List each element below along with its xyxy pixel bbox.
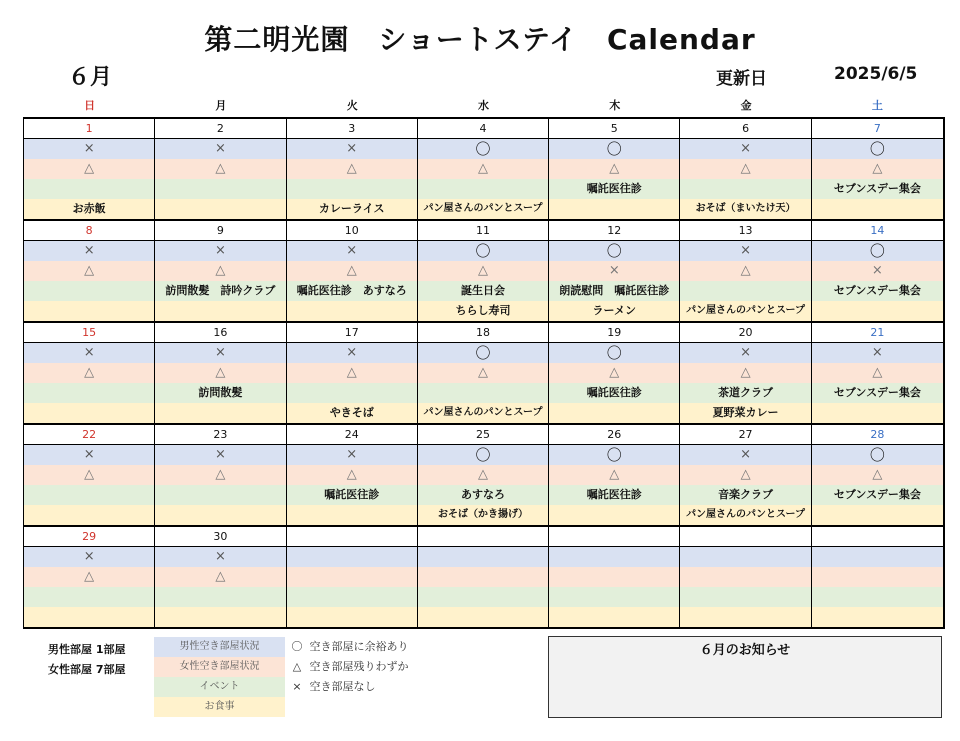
male-vacancy: × bbox=[24, 241, 154, 261]
legend-meal-row: お食事 bbox=[154, 697, 285, 717]
event-text: セブンスデー集会 bbox=[812, 485, 943, 505]
day-number: 9 bbox=[155, 221, 285, 241]
day-number: 30 bbox=[155, 527, 285, 547]
male-vacancy: × bbox=[155, 241, 285, 261]
meal-text bbox=[812, 301, 943, 321]
male-vacancy: × bbox=[155, 343, 285, 363]
day-number: 6 bbox=[680, 119, 810, 139]
female-vacancy: △ bbox=[287, 159, 417, 179]
female-vacancy: △ bbox=[24, 261, 154, 281]
meal-text bbox=[287, 505, 417, 525]
day-cell bbox=[287, 425, 418, 527]
day-cell bbox=[812, 119, 943, 221]
event-text: セブンスデー集会 bbox=[812, 179, 943, 199]
day-cell bbox=[680, 425, 811, 527]
event-text: あすなろ bbox=[418, 485, 548, 505]
day-number bbox=[549, 527, 679, 547]
day-number: 21 bbox=[812, 323, 943, 343]
meal-text bbox=[287, 607, 417, 627]
day-cell bbox=[24, 527, 155, 627]
updated-date: 2025/6/5 bbox=[834, 64, 918, 84]
legend-symbol-text: 空き部屋に余裕あり bbox=[309, 640, 409, 653]
male-vacancy: × bbox=[680, 343, 810, 363]
meal-text: パン屋さんのパンとスープ bbox=[680, 505, 810, 525]
male-vacancy: 〇 bbox=[549, 445, 679, 465]
day-number: 2 bbox=[155, 119, 285, 139]
male-vacancy: × bbox=[680, 445, 810, 465]
female-vacancy: △ bbox=[24, 465, 154, 485]
meal-text bbox=[24, 505, 154, 525]
female-vacancy: △ bbox=[549, 465, 679, 485]
meal-text bbox=[155, 199, 285, 219]
event-text: 誕生日会 bbox=[418, 281, 548, 301]
event-text: 茶道クラブ bbox=[680, 383, 810, 403]
month-label: ６月 bbox=[68, 65, 113, 90]
male-vacancy: 〇 bbox=[812, 139, 943, 159]
event-text: セブンスデー集会 bbox=[812, 383, 943, 403]
male-vacancy bbox=[418, 547, 548, 567]
day-number: 26 bbox=[549, 425, 679, 445]
male-vacancy: × bbox=[287, 241, 417, 261]
male-vacancy bbox=[287, 547, 417, 567]
legend-female-row: 女性空き部屋状況 bbox=[154, 657, 285, 677]
female-vacancy bbox=[812, 567, 943, 587]
female-vacancy: △ bbox=[680, 159, 810, 179]
meal-text bbox=[24, 403, 154, 423]
male-vacancy: × bbox=[155, 445, 285, 465]
female-vacancy bbox=[549, 567, 679, 587]
male-vacancy: × bbox=[287, 343, 417, 363]
day-cell bbox=[549, 527, 680, 627]
event-text: 嘱託医往診 bbox=[549, 485, 679, 505]
day-cell bbox=[812, 527, 943, 627]
event-text bbox=[24, 587, 154, 607]
event-text bbox=[24, 383, 154, 403]
female-vacancy: △ bbox=[680, 261, 810, 281]
triangle-icon: △ bbox=[292, 660, 302, 673]
male-vacancy: 〇 bbox=[549, 139, 679, 159]
event-text bbox=[680, 281, 810, 301]
weekday-tue: 火 bbox=[346, 99, 358, 112]
meal-text: ちらし寿司 bbox=[418, 301, 548, 321]
male-vacancy: 〇 bbox=[418, 343, 548, 363]
event-text bbox=[418, 179, 548, 199]
meal-text bbox=[812, 505, 943, 525]
day-number: 5 bbox=[549, 119, 679, 139]
day-cell bbox=[549, 119, 680, 221]
event-text: 朗読慰問 嘱託医往診 bbox=[549, 281, 679, 301]
female-vacancy: △ bbox=[418, 159, 548, 179]
day-number: 13 bbox=[680, 221, 810, 241]
legend-symbol-item bbox=[288, 657, 409, 677]
female-vacancy: △ bbox=[549, 159, 679, 179]
legend-symbol-text: 空き部屋残りわずか bbox=[309, 660, 409, 673]
day-number bbox=[680, 527, 810, 547]
day-cell bbox=[418, 527, 549, 627]
meal-text: ラーメン bbox=[549, 301, 679, 321]
female-vacancy: △ bbox=[418, 465, 548, 485]
day-number: 16 bbox=[155, 323, 285, 343]
day-cell bbox=[812, 323, 943, 425]
day-cell bbox=[680, 119, 811, 221]
day-cell bbox=[155, 527, 286, 627]
day-number: 8 bbox=[24, 221, 154, 241]
female-vacancy: △ bbox=[155, 363, 285, 383]
female-vacancy bbox=[287, 567, 417, 587]
legend-event-row: イベント bbox=[154, 677, 285, 697]
weekday-header bbox=[24, 96, 943, 116]
female-vacancy: △ bbox=[287, 363, 417, 383]
day-cell bbox=[680, 527, 811, 627]
meal-text: パン屋さんのパンとスープ bbox=[418, 403, 548, 423]
day-cell bbox=[287, 527, 418, 627]
day-number bbox=[812, 527, 943, 547]
meal-text bbox=[549, 199, 679, 219]
row-color-legend bbox=[154, 637, 285, 717]
male-room-count: 男性部屋 1部屋 bbox=[48, 643, 126, 656]
female-vacancy: △ bbox=[680, 363, 810, 383]
day-cell bbox=[155, 221, 286, 323]
event-text bbox=[155, 179, 285, 199]
day-cell bbox=[155, 425, 286, 527]
female-vacancy: × bbox=[549, 261, 679, 281]
male-vacancy bbox=[549, 547, 679, 567]
male-vacancy: × bbox=[155, 547, 285, 567]
event-text bbox=[287, 383, 417, 403]
meal-text: カレーライス bbox=[287, 199, 417, 219]
event-text: 訪問散髪 bbox=[155, 383, 285, 403]
female-vacancy: △ bbox=[287, 465, 417, 485]
day-number: 7 bbox=[812, 119, 943, 139]
meal-text bbox=[549, 505, 679, 525]
meal-text: おそば（かき揚げ） bbox=[418, 505, 548, 525]
day-cell bbox=[812, 221, 943, 323]
male-vacancy: × bbox=[24, 445, 154, 465]
day-cell bbox=[24, 425, 155, 527]
event-text bbox=[24, 485, 154, 505]
event-text bbox=[287, 179, 417, 199]
day-number: 3 bbox=[287, 119, 417, 139]
notice-title: ６月のお知らせ bbox=[699, 643, 791, 658]
day-cell bbox=[24, 221, 155, 323]
meal-text bbox=[155, 607, 285, 627]
female-vacancy: △ bbox=[812, 465, 943, 485]
male-vacancy: × bbox=[24, 547, 154, 567]
event-text bbox=[155, 485, 285, 505]
meal-text bbox=[155, 505, 285, 525]
female-vacancy: △ bbox=[155, 465, 285, 485]
legend-symbol-item bbox=[288, 677, 409, 697]
day-cell bbox=[418, 323, 549, 425]
female-vacancy: △ bbox=[549, 363, 679, 383]
event-text bbox=[418, 383, 548, 403]
meal-text: やきそば bbox=[287, 403, 417, 423]
female-vacancy bbox=[680, 567, 810, 587]
female-vacancy: × bbox=[812, 261, 943, 281]
day-number: 20 bbox=[680, 323, 810, 343]
meal-text: パン屋さんのパンとスープ bbox=[680, 301, 810, 321]
male-vacancy: 〇 bbox=[812, 241, 943, 261]
day-number: 10 bbox=[287, 221, 417, 241]
updated-label: 更新日 bbox=[716, 69, 767, 89]
event-text bbox=[155, 587, 285, 607]
meal-text bbox=[24, 607, 154, 627]
female-vacancy: △ bbox=[24, 363, 154, 383]
male-vacancy: 〇 bbox=[418, 139, 548, 159]
male-vacancy: × bbox=[24, 139, 154, 159]
meal-text bbox=[24, 301, 154, 321]
female-room-count: 女性部屋 7部屋 bbox=[48, 663, 126, 676]
day-number: 1 bbox=[24, 119, 154, 139]
day-cell bbox=[24, 119, 155, 221]
day-number: 15 bbox=[24, 323, 154, 343]
day-cell bbox=[680, 323, 811, 425]
day-number: 23 bbox=[155, 425, 285, 445]
day-cell bbox=[812, 425, 943, 527]
day-number: 22 bbox=[24, 425, 154, 445]
event-text bbox=[418, 587, 548, 607]
event-text bbox=[680, 587, 810, 607]
female-vacancy: △ bbox=[24, 159, 154, 179]
event-text bbox=[24, 281, 154, 301]
female-vacancy: △ bbox=[287, 261, 417, 281]
day-cell bbox=[24, 323, 155, 425]
day-number: 29 bbox=[24, 527, 154, 547]
day-cell bbox=[287, 119, 418, 221]
day-number: 14 bbox=[812, 221, 943, 241]
day-number: 17 bbox=[287, 323, 417, 343]
day-cell bbox=[549, 221, 680, 323]
event-text bbox=[812, 587, 943, 607]
circle-icon: 〇 bbox=[291, 640, 303, 653]
male-vacancy bbox=[812, 547, 943, 567]
day-cell bbox=[549, 323, 680, 425]
female-vacancy: △ bbox=[155, 159, 285, 179]
male-vacancy bbox=[680, 547, 810, 567]
meal-text: パン屋さんのパンとスープ bbox=[418, 199, 548, 219]
day-number bbox=[418, 527, 548, 547]
event-text: セブンスデー集会 bbox=[812, 281, 943, 301]
event-text: 音楽クラブ bbox=[680, 485, 810, 505]
meal-text bbox=[418, 607, 548, 627]
day-number: 12 bbox=[549, 221, 679, 241]
event-text: 嘱託医往診 あすなろ bbox=[287, 281, 417, 301]
weekday-mon: 月 bbox=[215, 99, 227, 112]
female-vacancy: △ bbox=[155, 567, 285, 587]
weekday-sun: 日 bbox=[84, 99, 96, 112]
weekday-thu: 木 bbox=[609, 99, 621, 112]
cross-icon: × bbox=[292, 680, 302, 693]
meal-text bbox=[549, 403, 679, 423]
event-text bbox=[680, 179, 810, 199]
day-cell bbox=[680, 221, 811, 323]
day-cell bbox=[418, 425, 549, 527]
day-number: 4 bbox=[418, 119, 548, 139]
page-title: 第二明光園 ショートステイ Calendar bbox=[204, 23, 756, 56]
day-number: 19 bbox=[549, 323, 679, 343]
meal-text: 夏野菜カレー bbox=[680, 403, 810, 423]
female-vacancy: △ bbox=[24, 567, 154, 587]
day-number: 28 bbox=[812, 425, 943, 445]
meal-text bbox=[549, 607, 679, 627]
meal-text bbox=[287, 301, 417, 321]
weekday-wed: 水 bbox=[477, 99, 489, 112]
event-text: 嘱託医往診 bbox=[287, 485, 417, 505]
weekday-fri: 金 bbox=[740, 99, 752, 112]
event-text: 訪問散髪 詩吟クラブ bbox=[155, 281, 285, 301]
female-vacancy: △ bbox=[418, 261, 548, 281]
meal-text bbox=[155, 301, 285, 321]
female-vacancy: △ bbox=[812, 159, 943, 179]
day-cell bbox=[549, 425, 680, 527]
calendar-grid bbox=[23, 117, 945, 629]
day-cell bbox=[418, 221, 549, 323]
female-vacancy: △ bbox=[418, 363, 548, 383]
male-vacancy: 〇 bbox=[418, 445, 548, 465]
male-vacancy: × bbox=[812, 343, 943, 363]
legend-symbol-text: 空き部屋なし bbox=[309, 680, 376, 693]
male-vacancy: 〇 bbox=[549, 241, 679, 261]
day-cell bbox=[287, 221, 418, 323]
day-number: 25 bbox=[418, 425, 548, 445]
female-vacancy: △ bbox=[812, 363, 943, 383]
symbol-legend bbox=[288, 637, 409, 697]
event-text: 嘱託医往診 bbox=[549, 179, 679, 199]
meal-text bbox=[155, 403, 285, 423]
day-number: 27 bbox=[680, 425, 810, 445]
day-number: 24 bbox=[287, 425, 417, 445]
meal-text bbox=[812, 403, 943, 423]
male-vacancy: 〇 bbox=[418, 241, 548, 261]
event-text bbox=[24, 179, 154, 199]
female-vacancy: △ bbox=[680, 465, 810, 485]
male-vacancy: × bbox=[155, 139, 285, 159]
male-vacancy: 〇 bbox=[549, 343, 679, 363]
male-vacancy: × bbox=[680, 139, 810, 159]
male-vacancy: × bbox=[287, 139, 417, 159]
day-number bbox=[287, 527, 417, 547]
male-vacancy: × bbox=[680, 241, 810, 261]
event-text bbox=[287, 587, 417, 607]
notice-box bbox=[548, 636, 942, 718]
male-vacancy: × bbox=[287, 445, 417, 465]
day-cell bbox=[155, 119, 286, 221]
day-cell bbox=[418, 119, 549, 221]
day-cell bbox=[287, 323, 418, 425]
meal-text bbox=[812, 199, 943, 219]
meal-text: お赤飯 bbox=[24, 199, 154, 219]
meal-text bbox=[812, 607, 943, 627]
legend-male-row: 男性空き部屋状況 bbox=[154, 637, 285, 657]
day-number: 11 bbox=[418, 221, 548, 241]
day-number: 18 bbox=[418, 323, 548, 343]
female-vacancy bbox=[418, 567, 548, 587]
legend-symbol-item bbox=[288, 637, 409, 657]
meal-text: おそば（まいたけ天） bbox=[680, 199, 810, 219]
female-vacancy: △ bbox=[155, 261, 285, 281]
event-text bbox=[549, 587, 679, 607]
event-text: 嘱託医往診 bbox=[549, 383, 679, 403]
room-count-legend bbox=[48, 640, 125, 680]
weekday-sat: 土 bbox=[871, 99, 883, 112]
day-cell bbox=[155, 323, 286, 425]
meal-text bbox=[680, 607, 810, 627]
male-vacancy: 〇 bbox=[812, 445, 943, 465]
male-vacancy: × bbox=[24, 343, 154, 363]
